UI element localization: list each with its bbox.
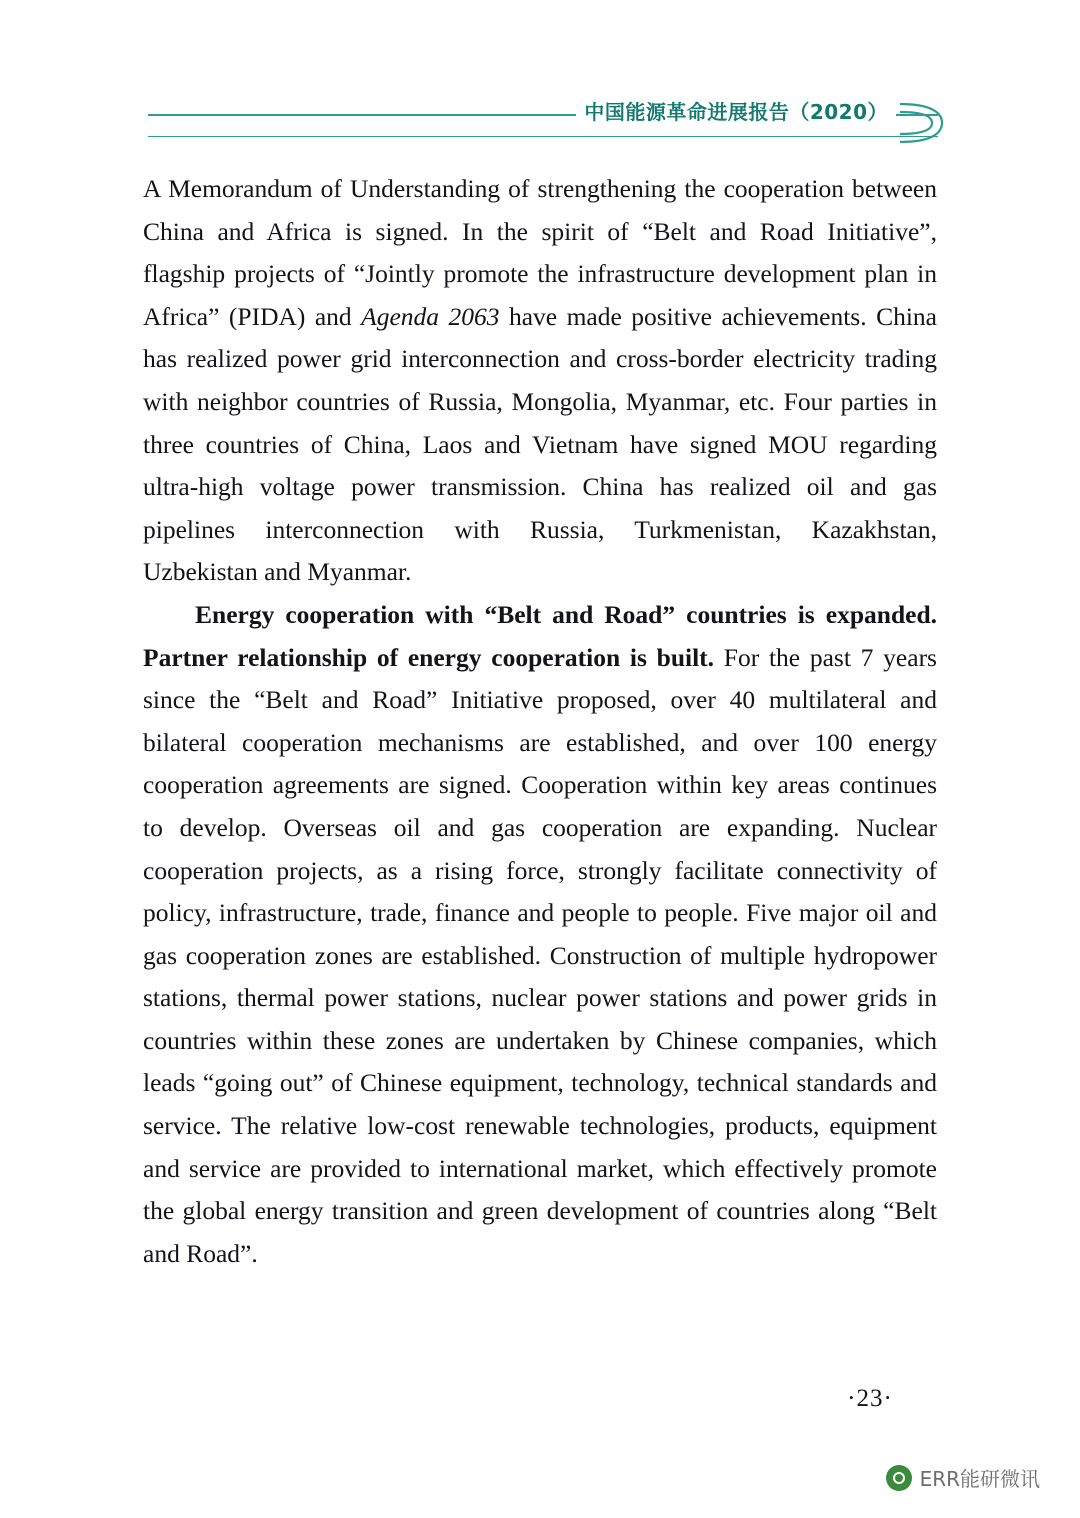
paragraph-2 <box>143 594 937 1276</box>
header-rule-bottom <box>148 136 938 137</box>
paragraph-1 <box>143 168 937 594</box>
watermark-logo-icon <box>886 1465 912 1491</box>
header-title: 中国能源革命进展报告（2020） <box>576 96 896 125</box>
watermark-label: ERR能研微讯 <box>919 1467 1040 1491</box>
paragraph-2-lead-in: Energy cooperation with “Belt and Road” countries is expanded. Partner relationship of energy cooperation is built. <box>143 599 937 672</box>
page-number <box>0 1385 1080 1413</box>
header-bracket-icon <box>896 102 948 146</box>
paragraph-1-italic-title: Agenda 2063 <box>361 301 500 331</box>
paragraph-1-text-a: A Memorandum of Understanding of strengthening the cooperation between China and Africa is signed. In the spirit of “Belt and Road Initiative”, flagship projects of “Jointly promote the infrastructure development plan in Africa” (PIDA) and <box>143 174 937 331</box>
page-header <box>148 96 948 144</box>
paragraph-1-text-b: have made positive achievements. China has realized power grid interconnection and cross-border electricity trading with neighbor countries of Russia, Mongolia, Myanmar, etc. Four parties in three countries of China, Laos and Vietnam have signed MOU regarding ultra-high voltage power transmission. China has realized oil and gas pipelines interconnection with Russia, Turkmenistan, Kazakhstan, Uzbekistan and Myanmar. <box>143 301 937 587</box>
page-number-value: ·23· <box>847 1385 893 1412</box>
paragraph-2-text: For the past 7 years since the “Belt and Road” Initiative proposed, over 40 multilateral and bilateral cooperation mechanisms are established, and over 100 energy cooperation agreements are signed. Cooperation within key areas continues to develop. Overseas oil and gas cooperation are expanding. Nuclear cooperation projects, as a rising force, strongly facilitate connectivity of policy, infrastructure, trade, finance and people to people. Five major oil and gas cooperation zones are established. Construction of multiple hydropower stations, thermal power stations, nuclear power stations and power grids in countries within these zones are undertaken by Chinese companies, which leads “going out” of Chinese equipment, technology, technical standards and service. The relative low-cost renewable technologies, products, equipment and service are provided to international market, which effectively promote the global energy transition and green development of countries along “Belt and Road”. <box>143 642 937 1268</box>
watermark <box>886 1463 1040 1492</box>
page-content <box>143 168 937 1275</box>
